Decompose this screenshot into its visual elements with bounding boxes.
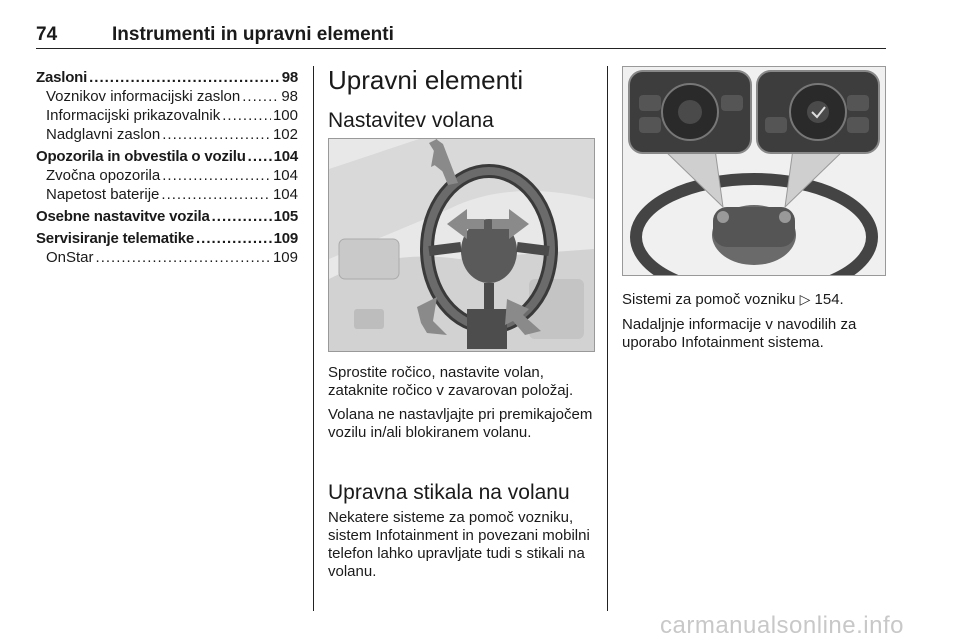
subsection-title: Nastavitev volana xyxy=(328,109,494,132)
toc-entry[interactable] xyxy=(36,87,298,106)
toc-entry[interactable] xyxy=(36,229,298,248)
switches-heading-block xyxy=(328,480,598,506)
toc-entry-label: Zvočna opozorila xyxy=(46,167,161,184)
main-heading-block xyxy=(328,64,593,134)
toc-leader-dots xyxy=(196,229,272,248)
toc-entry-page: 98 xyxy=(281,88,298,105)
driver-assist-reference: Sistemi za pomoč vozniku ▷ 154. xyxy=(622,291,844,308)
toc-leader-dots xyxy=(212,207,272,226)
toc-entry[interactable] xyxy=(36,147,298,166)
adjustment-warning: Volana ne nastavljajte pri premikajočem vozilu in/ali blokiranem volanu. xyxy=(328,406,593,441)
toc-entry[interactable] xyxy=(36,125,298,144)
toc-entry-label: Napetost baterije xyxy=(46,186,160,203)
page-number: 74 xyxy=(36,24,58,45)
toc-entry-page: 104 xyxy=(272,167,298,184)
toc-entry[interactable] xyxy=(36,166,298,185)
toc-leader-dots xyxy=(242,87,279,106)
toc-entry-page: 102 xyxy=(272,126,298,143)
toc-leader-dots xyxy=(222,106,271,125)
steering-wheel-adjustment-illustration xyxy=(328,138,595,352)
toc-entry-label: Opozorila in obvestila o vozilu xyxy=(36,148,246,165)
switches-description: Nekatere sisteme za pomoč vozniku, sistem Infotainment in povezani mobilni telefon lahko upravljate tudi s stikali na volanu. xyxy=(328,509,590,580)
toc-entry-label: OnStar xyxy=(46,249,94,266)
chapter-title: Instrumenti in upravni elementi xyxy=(112,24,394,45)
column-divider-2 xyxy=(607,66,608,611)
page-header xyxy=(36,22,886,49)
toc-leader-dots xyxy=(161,185,271,204)
toc-entry-page: 100 xyxy=(272,107,298,124)
toc-entry[interactable] xyxy=(36,207,298,226)
toc-leader-dots xyxy=(96,248,271,267)
toc-entry-page: 98 xyxy=(281,69,298,86)
toc-entry-label: Informacijski prikazovalnik xyxy=(46,107,221,124)
toc-leader-dots xyxy=(89,68,280,87)
table-of-contents xyxy=(36,68,298,267)
toc-entry-page: 104 xyxy=(272,186,298,203)
toc-entry-label: Nadglavni zaslon xyxy=(46,126,161,143)
toc-leader-dots xyxy=(162,166,271,185)
toc-entry-page: 109 xyxy=(272,249,298,266)
adjustment-instructions: Sprostite ročico, nastavite volan, zataknite ročico v zavarovan položaj. xyxy=(328,364,574,399)
toc-entry[interactable] xyxy=(36,68,298,87)
watermark: carmanualsonline.info xyxy=(660,612,904,639)
infotainment-reference: Nadaljnje informacije v navodilih za uporabo Infotainment sistema. xyxy=(622,316,857,351)
toc-entry-label: Voznikov informacijski zaslon xyxy=(46,88,241,105)
toc-entry[interactable] xyxy=(36,185,298,204)
toc-entry-page: 109 xyxy=(273,230,298,247)
toc-leader-dots xyxy=(162,125,271,144)
toc-entry[interactable] xyxy=(36,248,298,267)
toc-entry-label: Osebne nastavitve vozila xyxy=(36,208,210,225)
switches-heading: Upravna stikala na volanu xyxy=(328,481,570,504)
toc-entry-label: Servisiranje telematike xyxy=(36,230,194,247)
page-reference[interactable]: 154. xyxy=(814,291,844,308)
toc-entry-page: 105 xyxy=(273,208,298,225)
toc-entry-page: 104 xyxy=(273,148,298,165)
steering-wheel-switches-illustration xyxy=(622,66,886,276)
toc-leader-dots xyxy=(248,147,272,166)
column-divider-1 xyxy=(313,66,314,611)
toc-entry[interactable] xyxy=(36,106,298,125)
triangle-ref-icon: ▷ xyxy=(799,291,811,307)
section-title: Upravni elementi xyxy=(328,65,524,95)
toc-entry-label: Zasloni xyxy=(36,69,88,86)
